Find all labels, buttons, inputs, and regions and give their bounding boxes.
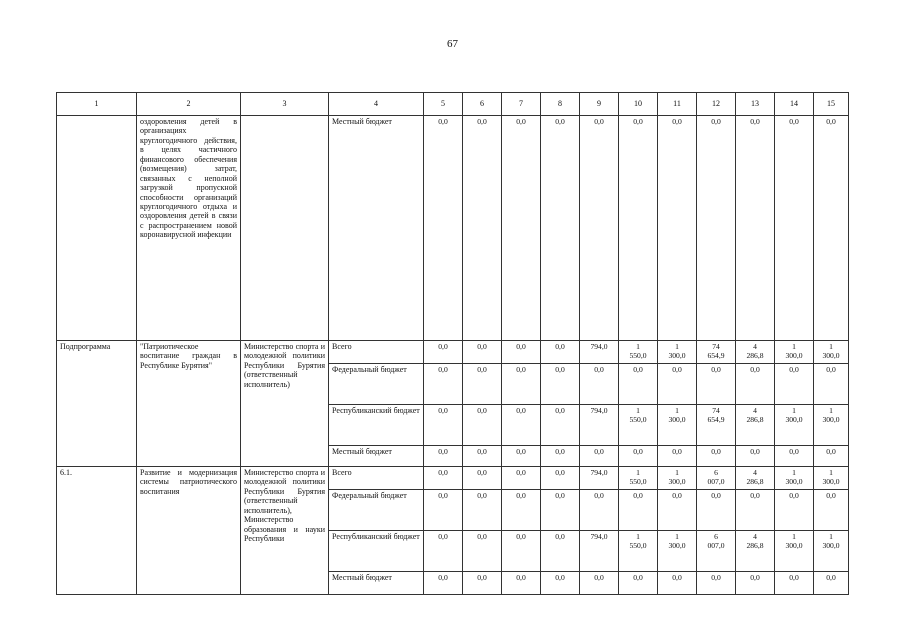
amount-cell [541, 531, 580, 572]
amount-cell-text: 0,0 [672, 491, 682, 500]
amount-cell-text: 1 550,0 [629, 468, 647, 487]
amount-cell [814, 490, 849, 531]
amount-cell [658, 446, 697, 467]
column-header: 2 [137, 93, 241, 116]
table-row [57, 467, 849, 490]
amount-cell [658, 572, 697, 595]
measure-description-text: оздоровления детей в организациях круглогодичного действия, в целях частичного финансового обеспечения (возмещения) затрат, связанных с неполной загрузкой пропускной способности организаций круглогодичного отдыха и оздоровления детей в связи с распространением новой коронавирусной инфекции [140, 117, 237, 240]
amount-cell-text: 1 300,0 [822, 406, 840, 425]
amount-cell [463, 446, 502, 467]
amount-cell [424, 116, 463, 341]
funding-source [329, 116, 424, 341]
amount-cell-text: 0,0 [516, 406, 526, 415]
amount-cell-text: 0,0 [672, 117, 682, 126]
funding-source [329, 405, 424, 446]
amount-cell-text: 1 300,0 [785, 406, 803, 425]
amount-cell-text: 0,0 [672, 365, 682, 374]
amount-cell [541, 446, 580, 467]
amount-cell [814, 364, 849, 405]
amount-cell-text: 0,0 [516, 365, 526, 374]
amount-cell [658, 490, 697, 531]
amount-cell [658, 116, 697, 341]
amount-cell [658, 467, 697, 490]
amount-cell-text: 0,0 [555, 532, 565, 541]
amount-cell-text: 0,0 [555, 468, 565, 477]
amount-cell [580, 341, 619, 364]
amount-cell [658, 405, 697, 446]
row-label-text: Подпрограмма [60, 342, 111, 351]
amount-cell [775, 572, 814, 595]
amount-cell [814, 116, 849, 341]
column-header: 10 [619, 93, 658, 116]
funding-source-text: Федеральный бюджет [332, 491, 407, 500]
amount-cell [580, 446, 619, 467]
amount-cell [619, 405, 658, 446]
amount-cell-text: 0,0 [555, 447, 565, 456]
amount-cell-text: 0,0 [516, 447, 526, 456]
amount-cell [658, 364, 697, 405]
amount-cell [619, 531, 658, 572]
amount-cell-text: 0,0 [826, 117, 836, 126]
amount-cell [775, 467, 814, 490]
amount-cell-text: 0,0 [633, 491, 643, 500]
amount-cell [658, 531, 697, 572]
amount-cell-text: 1 300,0 [785, 532, 803, 551]
amount-cell [736, 116, 775, 341]
amount-cell-text: 0,0 [516, 573, 526, 582]
amount-cell-text: 0,0 [477, 365, 487, 374]
amount-cell [541, 116, 580, 341]
row-label [57, 467, 137, 595]
amount-cell [736, 446, 775, 467]
amount-cell [463, 116, 502, 341]
amount-cell [697, 116, 736, 341]
amount-cell-text: 0,0 [594, 117, 604, 126]
amount-cell-text: 0,0 [477, 468, 487, 477]
page-number: 67 [447, 38, 458, 50]
column-header: 14 [775, 93, 814, 116]
funding-source [329, 446, 424, 467]
amount-cell-text: 0,0 [438, 491, 448, 500]
row-label [57, 341, 137, 467]
amount-cell-text: 0,0 [826, 573, 836, 582]
amount-cell [502, 446, 541, 467]
funding-source [329, 490, 424, 531]
table-row [57, 341, 849, 364]
amount-cell [541, 490, 580, 531]
amount-cell-text: 0,0 [438, 532, 448, 541]
amount-cell-text: 1 300,0 [785, 468, 803, 487]
amount-cell-text: 0,0 [516, 117, 526, 126]
amount-cell [775, 341, 814, 364]
amount-cell-text: 6 007,0 [707, 532, 725, 551]
amount-cell [424, 341, 463, 364]
table-body [57, 93, 849, 595]
amount-cell-text: 0,0 [750, 365, 760, 374]
amount-cell [619, 572, 658, 595]
measure-description [137, 116, 241, 341]
amount-cell [424, 531, 463, 572]
amount-cell-text: 0,0 [672, 447, 682, 456]
funding-source-text: Всего [332, 468, 352, 477]
amount-cell [619, 467, 658, 490]
funding-source-text: Местный бюджет [332, 573, 392, 582]
amount-cell [697, 341, 736, 364]
amount-cell-text: 794,0 [590, 532, 608, 541]
amount-cell [736, 531, 775, 572]
amount-cell-text: 0,0 [789, 117, 799, 126]
program-name [137, 467, 241, 595]
amount-cell-text: 4 286,8 [746, 468, 764, 487]
funding-source [329, 364, 424, 405]
amount-cell [424, 405, 463, 446]
amount-cell [463, 490, 502, 531]
funding-source-text: Федеральный бюджет [332, 365, 407, 374]
amount-cell-text: 0,0 [633, 117, 643, 126]
amount-cell-text: 0,0 [555, 491, 565, 500]
amount-cell-text: 0,0 [789, 447, 799, 456]
funding-source [329, 341, 424, 364]
amount-cell-text: 0,0 [477, 406, 487, 415]
amount-cell-text: 1 300,0 [785, 342, 803, 361]
amount-cell-text: 74 654,9 [707, 406, 725, 425]
amount-cell-text: 0,0 [438, 117, 448, 126]
amount-cell [463, 572, 502, 595]
responsible-executor-text: Министерство спорта и молодежной политики Республики Бурятия (ответственный исполнитель), Министерство образования и науки Республики [244, 468, 325, 544]
amount-cell-text: 0,0 [516, 342, 526, 351]
amount-cell-text: 0,0 [711, 573, 721, 582]
amount-cell [697, 446, 736, 467]
amount-cell-text: 0,0 [750, 491, 760, 500]
amount-cell [736, 364, 775, 405]
funding-source [329, 572, 424, 595]
amount-cell-text: 0,0 [516, 491, 526, 500]
amount-cell-text: 6 007,0 [707, 468, 725, 487]
amount-cell [775, 405, 814, 446]
amount-cell-text: 0,0 [555, 406, 565, 415]
amount-cell [424, 446, 463, 467]
funding-source-text: Всего [332, 342, 352, 351]
amount-cell-text: 0,0 [438, 406, 448, 415]
column-header: 13 [736, 93, 775, 116]
row-label-text: 6.1. [60, 468, 72, 477]
amount-cell-text: 0,0 [826, 365, 836, 374]
amount-cell [502, 405, 541, 446]
amount-cell-text: 0,0 [438, 573, 448, 582]
column-header: 6 [463, 93, 502, 116]
amount-cell [463, 405, 502, 446]
amount-cell [502, 364, 541, 405]
budget-table [56, 92, 849, 595]
amount-cell [424, 467, 463, 490]
amount-cell-text: 0,0 [594, 447, 604, 456]
amount-cell [814, 446, 849, 467]
amount-cell-text: 1 550,0 [629, 532, 647, 551]
amount-cell-text: 1 300,0 [668, 532, 686, 551]
amount-cell-text: 0,0 [555, 342, 565, 351]
amount-cell [814, 531, 849, 572]
amount-cell [424, 364, 463, 405]
amount-cell-text: 0,0 [477, 532, 487, 541]
amount-cell-text: 1 300,0 [668, 468, 686, 487]
amount-cell-text: 0,0 [633, 447, 643, 456]
amount-cell-text: 4 286,8 [746, 406, 764, 425]
program-name-text: Развитие и модернизация системы патриотического воспитания [140, 468, 237, 496]
funding-source-text: Республиканский бюджет [332, 532, 420, 541]
amount-cell [697, 467, 736, 490]
amount-cell [619, 490, 658, 531]
amount-cell-text: 0,0 [750, 447, 760, 456]
amount-cell-text: 74 654,9 [707, 342, 725, 361]
amount-cell-text: 0,0 [516, 532, 526, 541]
amount-cell-text: 0,0 [516, 468, 526, 477]
amount-cell-text: 4 286,8 [746, 342, 764, 361]
amount-cell-text: 0,0 [477, 117, 487, 126]
amount-cell [580, 572, 619, 595]
empty-cell [57, 116, 137, 341]
amount-cell [775, 490, 814, 531]
amount-cell-text: 0,0 [789, 365, 799, 374]
amount-cell [619, 116, 658, 341]
amount-cell-text: 0,0 [711, 117, 721, 126]
amount-cell-text: 0,0 [594, 491, 604, 500]
amount-cell-text: 794,0 [590, 468, 608, 477]
amount-cell-text: 0,0 [555, 573, 565, 582]
column-header: 8 [541, 93, 580, 116]
amount-cell-text: 1 300,0 [822, 468, 840, 487]
amount-cell [775, 364, 814, 405]
amount-cell-text: 1 300,0 [822, 342, 840, 361]
amount-cell-text: 0,0 [672, 573, 682, 582]
amount-cell [541, 364, 580, 405]
amount-cell [463, 341, 502, 364]
column-header: 9 [580, 93, 619, 116]
amount-cell [775, 116, 814, 341]
amount-cell [736, 572, 775, 595]
amount-cell-text: 0,0 [594, 573, 604, 582]
responsible-executor-text: Министерство спорта и молодежной политики Республики Бурятия (ответственный исполнитель) [244, 342, 325, 389]
amount-cell [697, 405, 736, 446]
amount-cell-text: 0,0 [477, 447, 487, 456]
amount-cell-text: 0,0 [633, 365, 643, 374]
amount-cell [736, 405, 775, 446]
program-name [137, 341, 241, 467]
amount-cell-text: 1 300,0 [822, 532, 840, 551]
amount-cell-text: 4 286,8 [746, 532, 764, 551]
amount-cell [580, 116, 619, 341]
table-row [57, 116, 849, 341]
amount-cell [736, 490, 775, 531]
amount-cell-text: 0,0 [555, 117, 565, 126]
amount-cell [619, 341, 658, 364]
amount-cell [502, 531, 541, 572]
amount-cell-text: 0,0 [633, 573, 643, 582]
column-header: 4 [329, 93, 424, 116]
amount-cell [814, 572, 849, 595]
amount-cell [424, 490, 463, 531]
funding-source-text: Местный бюджет [332, 117, 392, 126]
amount-cell [697, 490, 736, 531]
amount-cell [775, 446, 814, 467]
amount-cell [541, 341, 580, 364]
amount-cell [424, 572, 463, 595]
column-header: 1 [57, 93, 137, 116]
amount-cell [463, 364, 502, 405]
amount-cell [463, 531, 502, 572]
amount-cell [619, 364, 658, 405]
amount-cell [541, 405, 580, 446]
amount-cell-text: 0,0 [438, 365, 448, 374]
empty-cell [241, 116, 329, 341]
amount-cell [580, 490, 619, 531]
amount-cell [502, 116, 541, 341]
funding-source [329, 467, 424, 490]
column-header: 15 [814, 93, 849, 116]
amount-cell-text: 0,0 [438, 468, 448, 477]
amount-cell [658, 341, 697, 364]
amount-cell [502, 572, 541, 595]
amount-cell-text: 0,0 [789, 491, 799, 500]
amount-cell-text: 794,0 [590, 406, 608, 415]
amount-cell [463, 467, 502, 490]
amount-cell [580, 531, 619, 572]
amount-cell [502, 467, 541, 490]
amount-cell-text: 0,0 [594, 365, 604, 374]
amount-cell [736, 341, 775, 364]
amount-cell-text: 794,0 [590, 342, 608, 351]
amount-cell-text: 0,0 [477, 491, 487, 500]
amount-cell-text: 1 550,0 [629, 342, 647, 361]
funding-source [329, 531, 424, 572]
amount-cell-text: 1 550,0 [629, 406, 647, 425]
amount-cell-text: 0,0 [477, 573, 487, 582]
amount-cell-text: 0,0 [438, 447, 448, 456]
amount-cell [580, 405, 619, 446]
amount-cell-text: 1 300,0 [668, 406, 686, 425]
amount-cell-text: 0,0 [826, 491, 836, 500]
funding-source-text: Республиканский бюджет [332, 406, 420, 415]
amount-cell [619, 446, 658, 467]
column-header: 7 [502, 93, 541, 116]
column-header: 5 [424, 93, 463, 116]
amount-cell [736, 467, 775, 490]
amount-cell [697, 364, 736, 405]
column-header: 3 [241, 93, 329, 116]
amount-cell [775, 531, 814, 572]
amount-cell [814, 405, 849, 446]
amount-cell [502, 490, 541, 531]
amount-cell-text: 0,0 [477, 342, 487, 351]
column-header: 12 [697, 93, 736, 116]
amount-cell-text: 0,0 [750, 117, 760, 126]
responsible-executor [241, 341, 329, 467]
table-header-row [57, 93, 849, 116]
amount-cell-text: 0,0 [789, 573, 799, 582]
column-header: 11 [658, 93, 697, 116]
amount-cell [697, 531, 736, 572]
amount-cell [697, 572, 736, 595]
amount-cell-text: 1 300,0 [668, 342, 686, 361]
amount-cell [814, 341, 849, 364]
funding-source-text: Местный бюджет [332, 447, 392, 456]
amount-cell [580, 364, 619, 405]
amount-cell-text: 0,0 [555, 365, 565, 374]
amount-cell [580, 467, 619, 490]
amount-cell-text: 0,0 [750, 573, 760, 582]
amount-cell-text: 0,0 [711, 365, 721, 374]
responsible-executor [241, 467, 329, 595]
amount-cell-text: 0,0 [438, 342, 448, 351]
amount-cell-text: 0,0 [711, 447, 721, 456]
amount-cell [502, 341, 541, 364]
amount-cell [541, 467, 580, 490]
amount-cell-text: 0,0 [711, 491, 721, 500]
amount-cell-text: 0,0 [826, 447, 836, 456]
amount-cell [814, 467, 849, 490]
program-name-text: "Патриотическое воспитание граждан в Республике Бурятия" [140, 342, 237, 370]
amount-cell [541, 572, 580, 595]
